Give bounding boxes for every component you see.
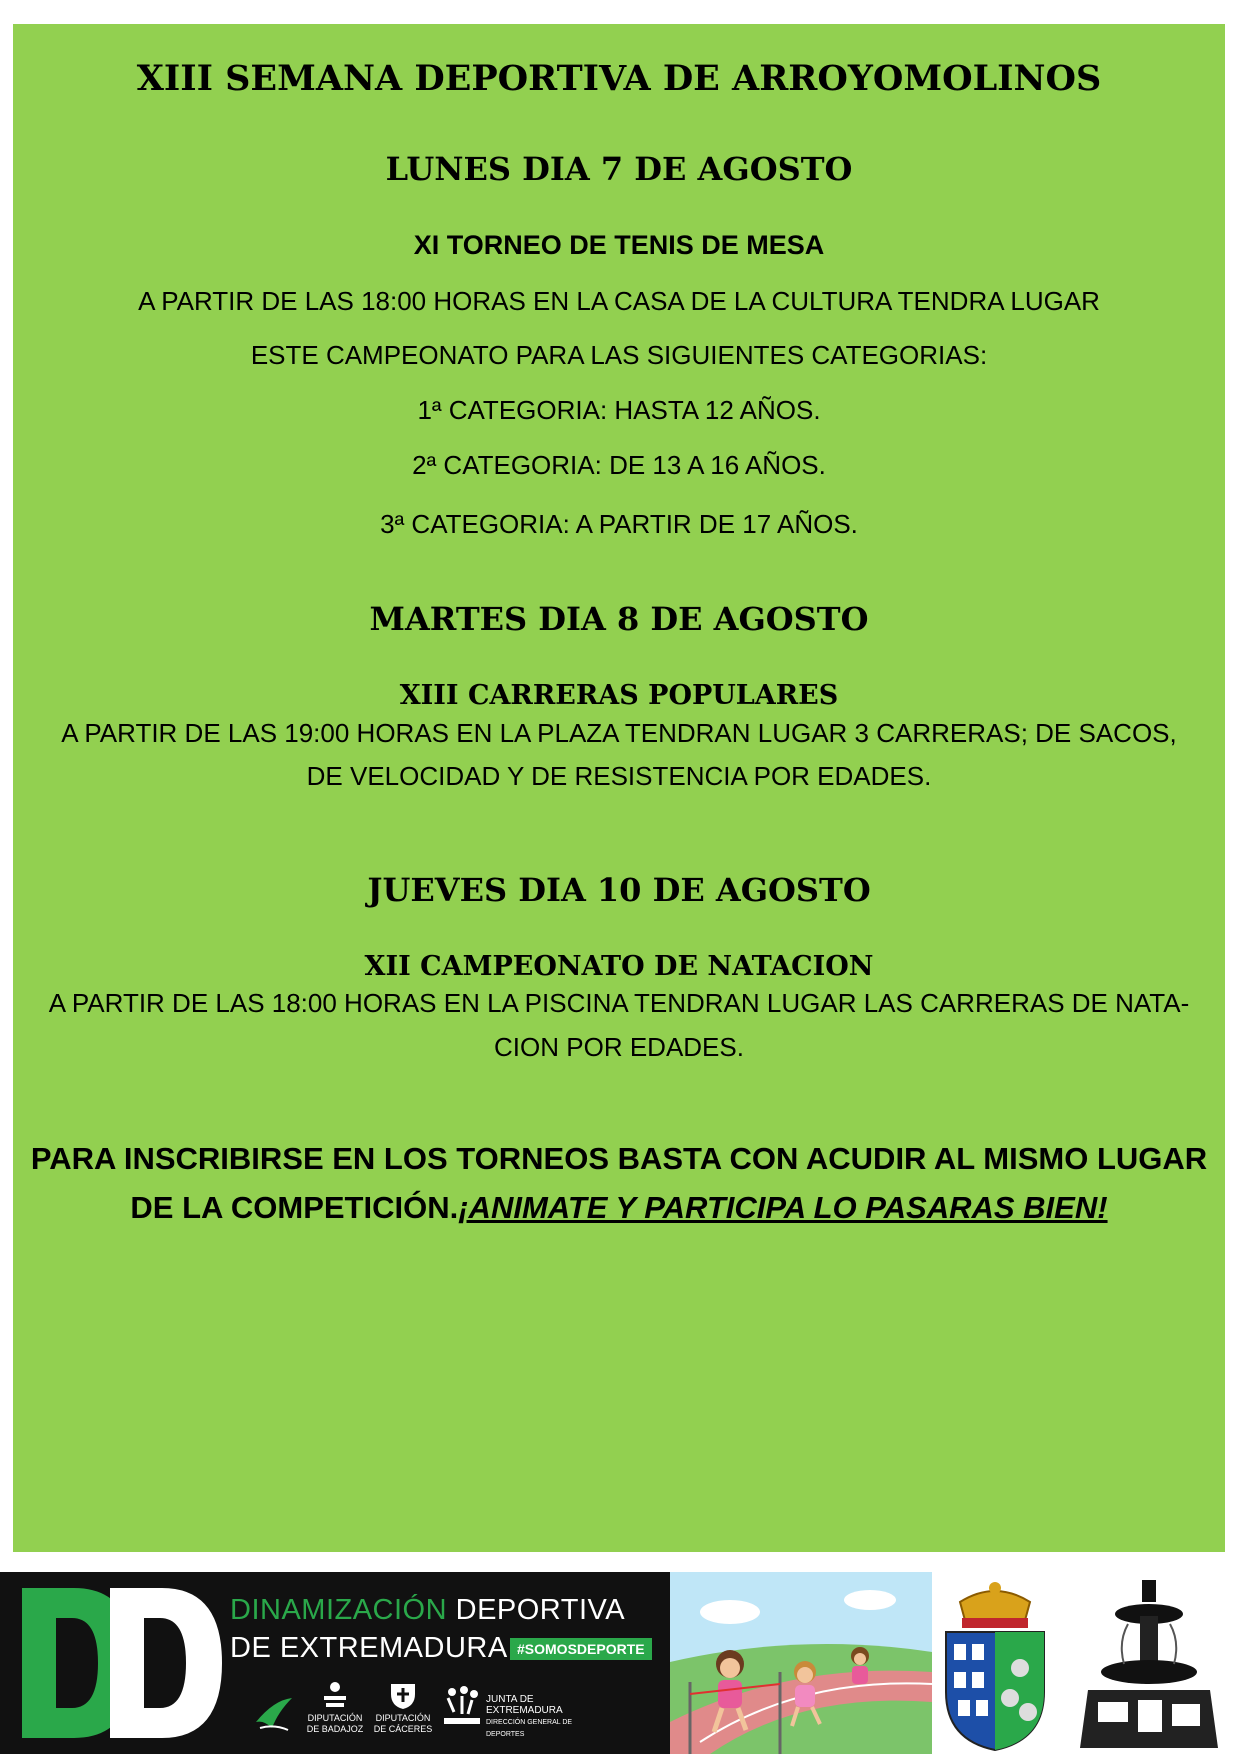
dinamizacion-deportiva-banner — [0, 1572, 670, 1754]
partner-caceres: DIPUTACIÓN DE CÁCERES — [370, 1680, 436, 1735]
event-text: CION POR EDADES. — [494, 1032, 744, 1062]
partner-junta: JUNTA DE EXTREMADURA DIRECCIÓN GENERAL DE DEPORTES — [486, 1694, 573, 1738]
event-title-races: XIII CARRERAS POPULARES — [399, 680, 839, 711]
fountain-icon — [1058, 1572, 1240, 1754]
day-heading-tuesday: MARTES DIA 8 DE AGOSTO — [369, 600, 869, 638]
brand-line-1 — [230, 1594, 625, 1627]
event-title-table-tennis: XI TORNEO DE TENIS DE MESA — [413, 230, 825, 260]
leaf-logo-icon — [252, 1694, 296, 1734]
day-heading-monday: LUNES DIA 7 DE AGOSTO — [385, 150, 853, 188]
badajoz-crest-icon — [320, 1680, 350, 1710]
caceres-crest-icon — [388, 1680, 418, 1710]
category-3: 3ª CATEGORIA: A PARTIR DE 17 AÑOS. — [380, 509, 858, 539]
day-heading-thursday: JUEVES DIA 10 DE AGOSTO — [367, 871, 871, 909]
brand-word-1: DINAMIZACIÓN — [230, 1594, 448, 1626]
partner-badajoz: DIPUTACIÓN DE BADAJOZ — [300, 1680, 370, 1735]
coat-of-arms-icon — [932, 1572, 1058, 1754]
event-poster — [13, 24, 1225, 1552]
brand-word-2: DEPORTIVA — [455, 1594, 626, 1626]
partner-logos — [250, 1680, 660, 1748]
running-kids-icon — [670, 1572, 932, 1754]
municipal-coat-of-arms — [932, 1572, 1058, 1754]
event-text: A PARTIR DE LAS 18:00 HORAS EN LA CASA DE LA CULTURA TENDRA LUGAR — [138, 286, 1100, 316]
hashtag-badge: #SOMOSDEPORTE — [510, 1638, 652, 1660]
fountain-drawing — [1058, 1572, 1240, 1754]
category-1: 1ª CATEGORIA: HASTA 12 AÑOS. — [417, 395, 821, 425]
footer-logos — [0, 1572, 1240, 1754]
category-2: 2ª CATEGORIA: DE 13 A 16 AÑOS. — [412, 450, 826, 480]
dd-logo-icon — [22, 1588, 222, 1738]
closing-call-to-action: ¡ANIMATE Y PARTICIPA LO PASARAS BIEN! — [458, 1190, 1108, 1225]
event-text: DE VELOCIDAD Y DE RESISTENCIA POR EDADES. — [306, 761, 932, 791]
closing-line-2 — [13, 1190, 1225, 1226]
event-text: A PARTIR DE LAS 19:00 HORAS EN LA PLAZA TENDRAN LUGAR 3 CARRERAS; DE SACOS, — [61, 718, 1177, 748]
poster-title: XIII SEMANA DEPORTIVA DE ARROYOMOLINOS — [136, 58, 1102, 99]
running-kids-illustration — [670, 1572, 932, 1754]
event-text: A PARTIR DE LAS 18:00 HORAS EN LA PISCINA TENDRAN LUGAR LAS CARRERAS DE NATA- — [48, 988, 1190, 1018]
event-title-swimming: XII CAMPEONATO DE NATACION — [364, 951, 874, 982]
brand-line-2: DE EXTREMADURA — [230, 1632, 508, 1664]
event-text: ESTE CAMPEONATO PARA LAS SIGUIENTES CATEGORIAS: — [250, 340, 988, 370]
extremadura-sport-icon — [442, 1684, 482, 1728]
closing-plain: DE LA COMPETICIÓN. — [130, 1190, 459, 1225]
closing-line-1: PARA INSCRIBIRSE EN LOS TORNEOS BASTA CON ACUDIR AL MISMO LUGAR — [30, 1141, 1208, 1176]
